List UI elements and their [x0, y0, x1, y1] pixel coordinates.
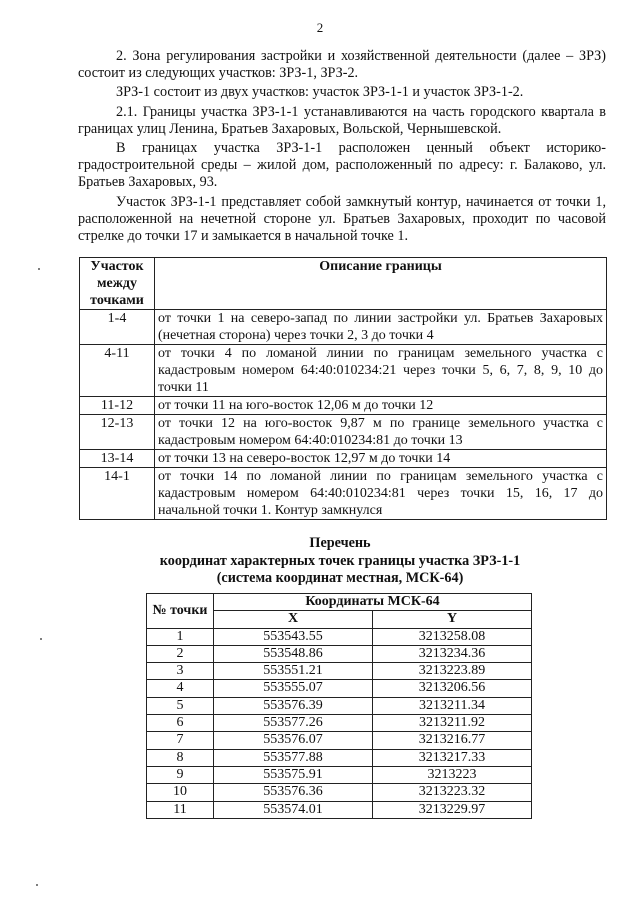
point-number: 8	[147, 749, 214, 766]
description-cell: от точки 12 на юго-восток 9,87 м по границе земельного участка с кадастровым номером 64:40:010234:81 до точки 13	[155, 415, 607, 450]
x-value: 553576.36	[214, 784, 373, 801]
x-value: 553577.88	[214, 749, 373, 766]
table-row	[147, 732, 532, 749]
table-row	[147, 628, 532, 645]
table-row	[80, 415, 607, 450]
point-number: 7	[147, 732, 214, 749]
x-value: 553543.55	[214, 628, 373, 645]
description-cell: от точки 14 по ломаной линии по границам земельного участка с кадастровым номером 64:40:010234:81 через точки 15, 16, 17 до начальной точки 1. Контур замкнулся	[155, 468, 607, 520]
point-number: 10	[147, 784, 214, 801]
boundary-table	[79, 257, 607, 520]
y-value: 3213211.92	[373, 715, 532, 732]
y-value: 3213217.33	[373, 749, 532, 766]
segment-cell: 1-4	[80, 310, 155, 345]
scan-speck	[38, 268, 40, 270]
list-title-line1: Перечень	[309, 535, 371, 551]
point-number: 1	[147, 628, 214, 645]
x-value: 553576.07	[214, 732, 373, 749]
table-row	[147, 749, 532, 766]
table-row	[147, 663, 532, 680]
point-number: 3	[147, 663, 214, 680]
y-value: 3213258.08	[373, 628, 532, 645]
table-row	[147, 680, 532, 697]
x-value: 553548.86	[214, 645, 373, 662]
point-number: 2	[147, 645, 214, 662]
scan-speck	[40, 638, 42, 640]
x-value: 553576.39	[214, 697, 373, 714]
y-value: 3213223	[373, 766, 532, 783]
segment-cell: 14-1	[80, 468, 155, 520]
y-value: 3213223.89	[373, 663, 532, 680]
segment-cell: 11-12	[80, 397, 155, 415]
paragraph-contour: Участок ЗРЗ-1-1 представляет собой замкнутый контур, начинается от точки 1, расположенной на нечетной стороне ул. Братьев Захаровых, проходит по часовой стрелке до точки 17 и замыкается в начальной точке 1.	[78, 193, 606, 245]
page-number: 2	[316, 20, 324, 35]
header-segment: Участок между точками	[80, 258, 155, 310]
paragraph-zrz1-parts: ЗРЗ-1 состоит из двух участков: участок ЗРЗ-1-1 и участок ЗРЗ-1-2.	[116, 84, 524, 101]
description-cell: от точки 11 на юго-восток 12,06 м до точки 12	[155, 397, 607, 415]
y-value: 3213211.34	[373, 697, 532, 714]
table-row	[147, 697, 532, 714]
header-y: Y	[373, 611, 532, 628]
header-description: Описание границы	[155, 258, 607, 310]
scan-speck	[36, 884, 38, 886]
x-value: 553555.07	[214, 680, 373, 697]
point-number: 4	[147, 680, 214, 697]
segment-cell: 12-13	[80, 415, 155, 450]
point-number: 6	[147, 715, 214, 732]
paragraph-heritage-object: В границах участка ЗРЗ-1-1 расположен ценный объект историко-градостроительной среды – жилой дом, расположенный по адресу: г. Балаково, ул. Братьев Захаровых, 93.	[78, 140, 606, 191]
table-row	[147, 784, 532, 801]
point-number: 11	[147, 801, 214, 818]
table-row	[80, 310, 607, 345]
segment-cell: 4-11	[80, 345, 155, 397]
list-title-line2: координат характерных точек границы участка ЗРЗ-1-1	[159, 552, 521, 569]
paragraph-zone-definition: 2. Зона регулирования застройки и хозяйственной деятельности (далее – ЗРЗ) состоит из следующих участков: ЗРЗ-1, ЗРЗ-2.	[78, 48, 606, 82]
table-row	[147, 715, 532, 732]
segment-cell: 13-14	[80, 450, 155, 468]
table-row	[147, 766, 532, 783]
body-text	[78, 48, 606, 247]
table-row	[80, 450, 607, 468]
table-row	[80, 468, 607, 520]
y-value: 3213234.36	[373, 645, 532, 662]
description-cell: от точки 4 по ломаной линии по границам земельного участка с кадастровым номером 64:40:010234:21 через точки 5, 6, 7, 8, 9, 10 до точки 11	[155, 345, 607, 397]
x-value: 553551.21	[214, 663, 373, 680]
description-cell: от точки 1 на северо-запад по линии застройки ул. Братьев Захаровых (нечетная сторона) через точки 2, 3 до точки 4	[155, 310, 607, 345]
point-number: 9	[147, 766, 214, 783]
header-x: X	[214, 611, 373, 628]
y-value: 3213216.77	[373, 732, 532, 749]
y-value: 3213223.32	[373, 784, 532, 801]
boundary-table-header	[80, 258, 607, 310]
header-point-number: № точки	[147, 594, 214, 629]
x-value: 553575.91	[214, 766, 373, 783]
coordinates-table	[146, 593, 532, 819]
y-value: 3213229.97	[373, 801, 532, 818]
coord-header-row	[147, 594, 532, 611]
list-title-line3: (система координат местная, МСК-64)	[216, 570, 464, 586]
coord-list-title	[60, 535, 620, 588]
paragraph-zrz11-bounds: 2.1. Границы участка ЗРЗ-1-1 устанавливаются на часть городского квартала в границах улиц Ленина, Братьев Захаровых, Вольской, Чернышевской.	[78, 103, 606, 137]
table-row	[147, 645, 532, 662]
description-cell: от точки 13 на северо-восток 12,97 м до точки 14	[155, 450, 607, 468]
table-row	[80, 345, 607, 397]
y-value: 3213206.56	[373, 680, 532, 697]
table-row	[80, 397, 607, 415]
x-value: 553577.26	[214, 715, 373, 732]
x-value: 553574.01	[214, 801, 373, 818]
table-row	[147, 801, 532, 818]
header-coordinates: Координаты МСК-64	[214, 594, 532, 611]
point-number: 5	[147, 697, 214, 714]
